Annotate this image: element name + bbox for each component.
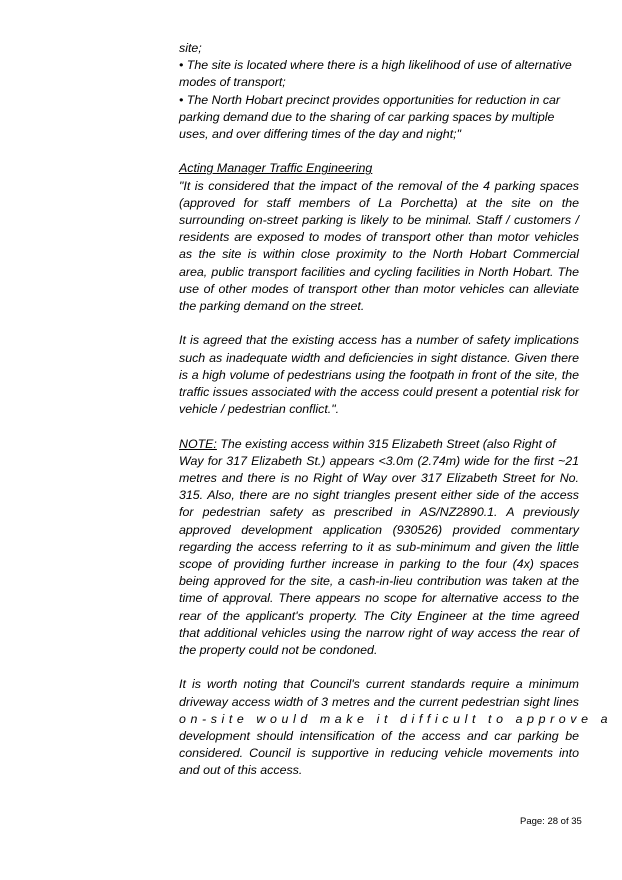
text-line: the property could not be condoned. — [179, 643, 378, 658]
note-paragraph — [179, 436, 579, 660]
text-line: surrounding on-street parking is likely to be minimal. Staff / customers / — [179, 213, 579, 228]
text-line: uses, and over differing times of the day and night;" — [179, 127, 461, 142]
text-line: "It is considered that the impact of the removal of the 4 parking spaces — [179, 178, 579, 193]
agreed-paragraph — [179, 332, 579, 418]
page-number: Page: 28 of 35 — [520, 816, 582, 827]
text-line: parking demand due to the sharing of car parking spaces by multiple — [179, 109, 555, 124]
text-line: 315. Also, there are no sight triangles present either side of the access — [179, 488, 579, 503]
text-line: and out of this access. — [179, 763, 303, 778]
text-line: scope of providing further increase in parking to the four (4x) spaces — [179, 557, 579, 572]
text-line: site; — [179, 41, 202, 55]
text-line: such as inadequate width and deficiencies in sight distance. Given there — [179, 350, 579, 365]
text-line: It is agreed that the existing access has a number of safety implications — [179, 333, 579, 348]
text-line: regarding the access referring to it as sub-minimum and given the little — [179, 539, 579, 554]
bullet-line: • The North Hobart precinct provides opportunities for reduction in car — [179, 92, 561, 107]
text-line: that additional vehicles using the narrow right of way access the rear of — [179, 625, 579, 640]
text-line: considered. Council is supportive in reducing vehicle movements into — [179, 746, 579, 761]
text-line: time of approval. There appears no scope for alternative access to the — [179, 591, 579, 606]
text-line: being approved for the site, a cash-in-lieu contribution was taken at the — [179, 574, 579, 589]
section-heading: Acting Manager Traffic Engineering — [179, 161, 373, 176]
paragraph-spacer — [179, 143, 579, 160]
bullet-line: • The site is located where there is a high likelihood of use of alternative — [179, 58, 572, 73]
text-line: metres and there is no Right of Way over 317 Elizabeth Street for No. — [179, 471, 579, 486]
text-line: rear of the applicant's property. The City Engineer at the time agreed — [179, 608, 579, 623]
text-line: for pedestrian safety as prescribed in AS/NZ2890.1. A previously — [179, 505, 579, 520]
paragraph-spacer — [179, 315, 579, 332]
text-line: development should intensification of the access and car parking be — [179, 729, 579, 744]
standards-paragraph — [179, 676, 613, 779]
text-line: residents are exposed to modes of transport other than motor vehicles — [179, 230, 579, 245]
text-line: area, public transport facilities and cycling facilities in North Hobart. The — [179, 264, 579, 279]
intro-paragraph — [179, 40, 579, 143]
text-line: on-site would make it difficult to approve a — [179, 711, 613, 726]
paragraph-spacer — [179, 418, 579, 435]
note-first-line — [179, 436, 579, 453]
document-body — [179, 40, 613, 780]
text-line: vehicle / pedestrian conflict.". — [179, 402, 340, 417]
text-line: the parking demand on the street. — [179, 299, 365, 314]
paragraph-spacer — [179, 659, 579, 676]
text-line: modes of transport; — [179, 75, 286, 90]
text-line: use of other modes of transport other than motor vehicles can alleviate — [179, 281, 579, 296]
text-line: is a high volume of pedestrians using the footpath in front of the site, the — [179, 367, 579, 382]
note-first-line-text: The existing access within 315 Elizabeth Street (also Right of — [216, 436, 556, 451]
text-line: traffic issues associated with the access could present a potential risk for — [179, 385, 579, 400]
note-label: NOTE: — [179, 436, 217, 451]
text-line: It is worth noting that Council's current standards require a minimum — [179, 677, 579, 692]
text-line: as the site is within close proximity to the North Hobart Commercial — [179, 247, 579, 262]
text-line: approved development application (930526) provided commentary — [179, 522, 579, 537]
text-line: (approved for staff members of La Porchetta) at the site on the — [179, 195, 579, 210]
text-line: Way for 317 Elizabeth St.) appears <3.0m (2.74m) wide for the first ~21 — [179, 453, 579, 468]
traffic-engineering-paragraph — [179, 178, 579, 316]
text-line: driveway access width of 3 metres and the current pedestrian sight lines — [179, 694, 579, 709]
